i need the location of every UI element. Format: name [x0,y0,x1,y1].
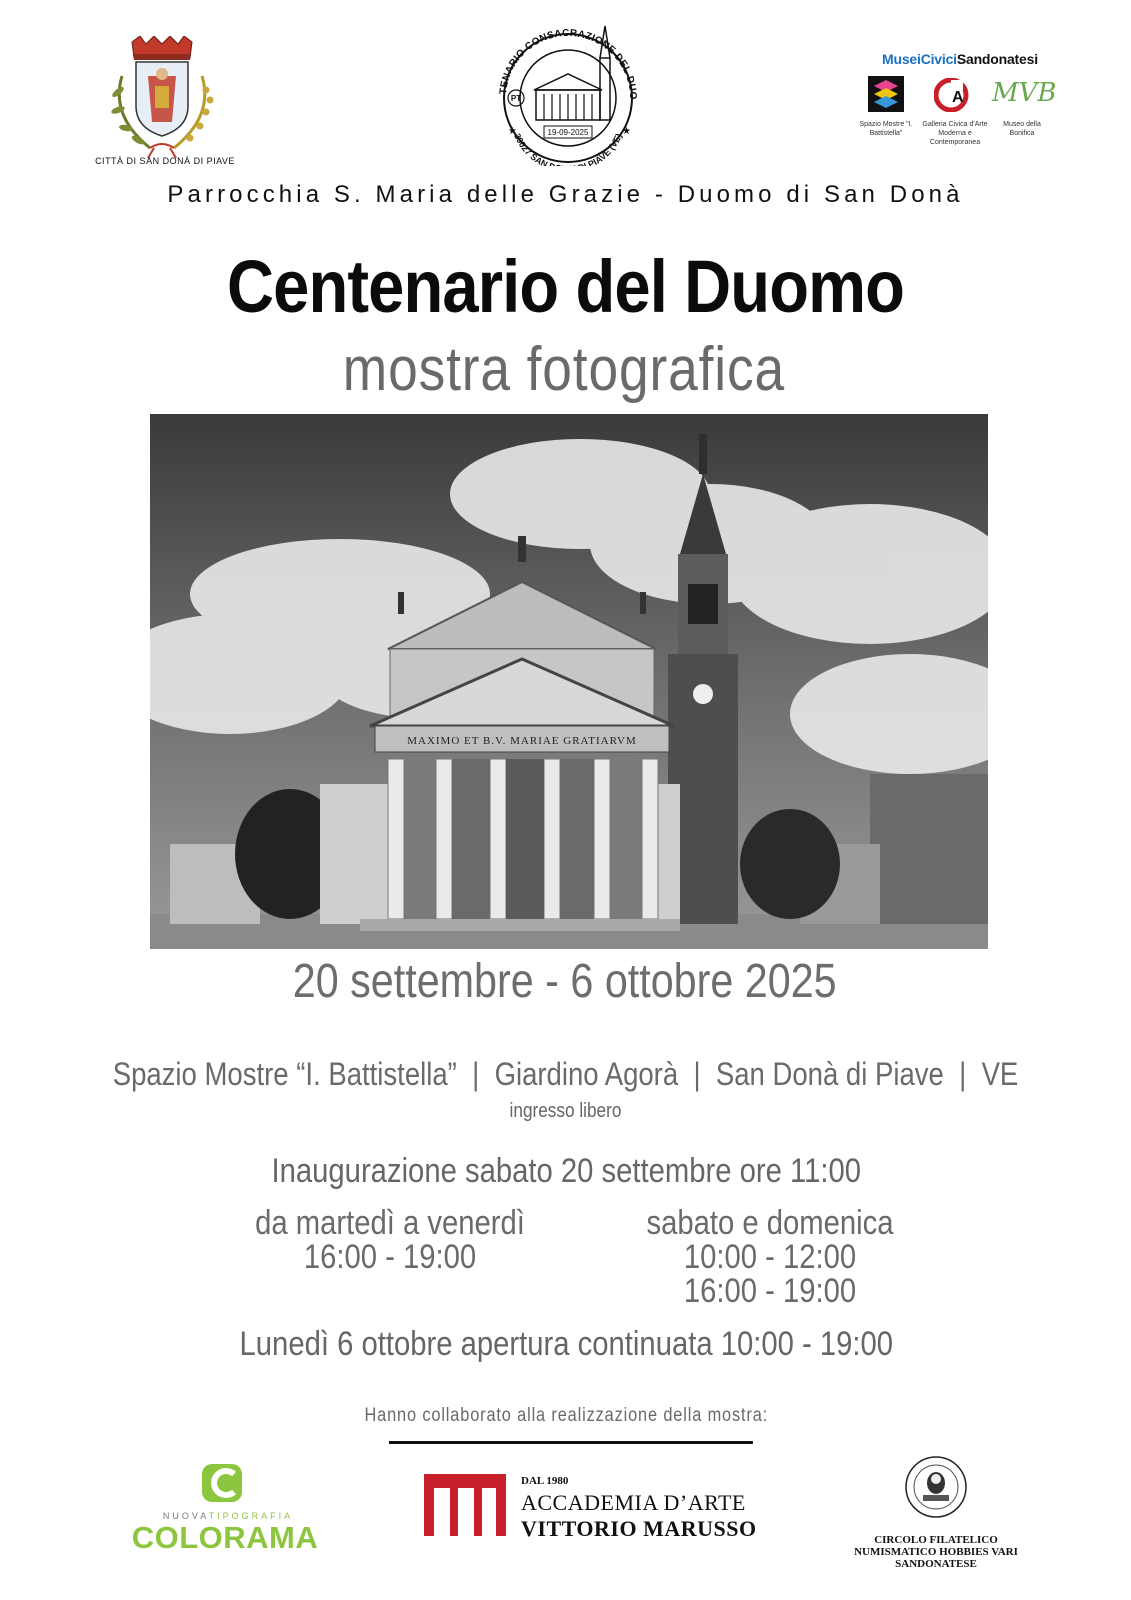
musei-title-part: Musei [882,51,921,67]
circolo-line2: NUMISMATICO HOBBIES VARI [854,1546,1018,1558]
accademia-name-line2: VITTORIO MARUSSO [521,1516,757,1541]
colorama-small-2: TIPOGRAFIA [208,1511,294,1521]
musei-caption-spazio: Spazio Mostre "I. Battistella" [859,121,913,137]
spazio-mostre-icon [868,76,912,116]
stamp-arc-text: TENARIO CONSACRAZIONE DEL DUO [498,27,639,100]
weekend-time-afternoon: 16:00 - 19:00 [683,1272,857,1310]
musei-caption-galleria: Galleria Civica d'Arte Moderna e Contemporanea [922,121,988,146]
exhibition-venue: Spazio Mostre “I. Battistella” | Giardino Agorà | San Donà di Piave | VE [112,1056,1019,1092]
circolo-name [835,1534,1037,1570]
free-entry-note: ingresso libero [509,1100,622,1122]
musei-civici-title [882,51,1038,67]
centenary-stamp-logo [488,18,648,166]
weekday-hours [235,1206,545,1274]
page-subtitle: mostra fotografica [342,335,786,404]
accademia-name-line1: ACCADEMIA D’ARTE [521,1490,746,1515]
svg-text:★: ★ [508,126,517,137]
weekday-time: 16:00 - 19:00 [303,1238,477,1276]
musei-title-part: Sandonatesi [956,51,1038,67]
duomo-photo [150,414,988,949]
musei-title-part: Civici [920,51,957,67]
city-coat-of-arms-logo [92,36,232,171]
photo-inscription: MAXIMO ET B.V. MARIAE GRATIARVM [407,735,637,747]
page-title: Centenario del Duomo [226,245,905,328]
colorama-name: COLORAMA [131,1520,319,1555]
exhibition-dates: 20 settembre - 6 ottobre 2025 [292,955,837,1008]
weekend-hours [615,1206,925,1308]
city-caption: CITTÀ DI SAN DONÀ DI PIAVE [95,156,235,166]
circolo-line3: SANDONATESE [895,1558,977,1570]
circolo-seal-icon [903,1453,969,1529]
colorama-icon [200,1462,248,1509]
weekend-label: sabato e domenica [646,1204,894,1242]
accademia-since: DAL 1980 [521,1475,569,1487]
divider [389,1441,753,1444]
weekday-label: da martedì a venerdì [255,1204,525,1242]
colorama-small-1: NUOVA [162,1511,209,1521]
accademia-logo-icon [424,1474,506,1536]
monday-hours: Lunedì 6 ottobre apertura continuata 10:00 - 19:00 [239,1325,894,1363]
musei-caption-bonifica: Museo della Bonifica [1003,121,1041,137]
stamp-initials: PT [510,94,522,103]
stamp-bottom-text: 30027 SAN PIAVE (VE) [512,131,624,166]
parish-name: Parrocchia S. Maria delle Grazie - Duomo di San Donà [167,181,964,208]
svg-text:★: ★ [622,126,631,137]
circolo-line1: CIRCOLO FILATELICO [874,1534,998,1546]
inauguration-info: Inaugurazione sabato 20 settembre ore 11:00 [271,1152,862,1190]
museo-bonifica-mark: MVB [992,78,1057,108]
weekend-time-morning: 10:00 - 12:00 [683,1238,857,1276]
svg-text:A: A [952,89,964,106]
stamp-date: 19-09-2025 [547,128,589,137]
collaborators-intro: Hanno collaborato alla realizzazione della mostra: [364,1405,769,1426]
galleria-civica-icon [934,78,974,117]
